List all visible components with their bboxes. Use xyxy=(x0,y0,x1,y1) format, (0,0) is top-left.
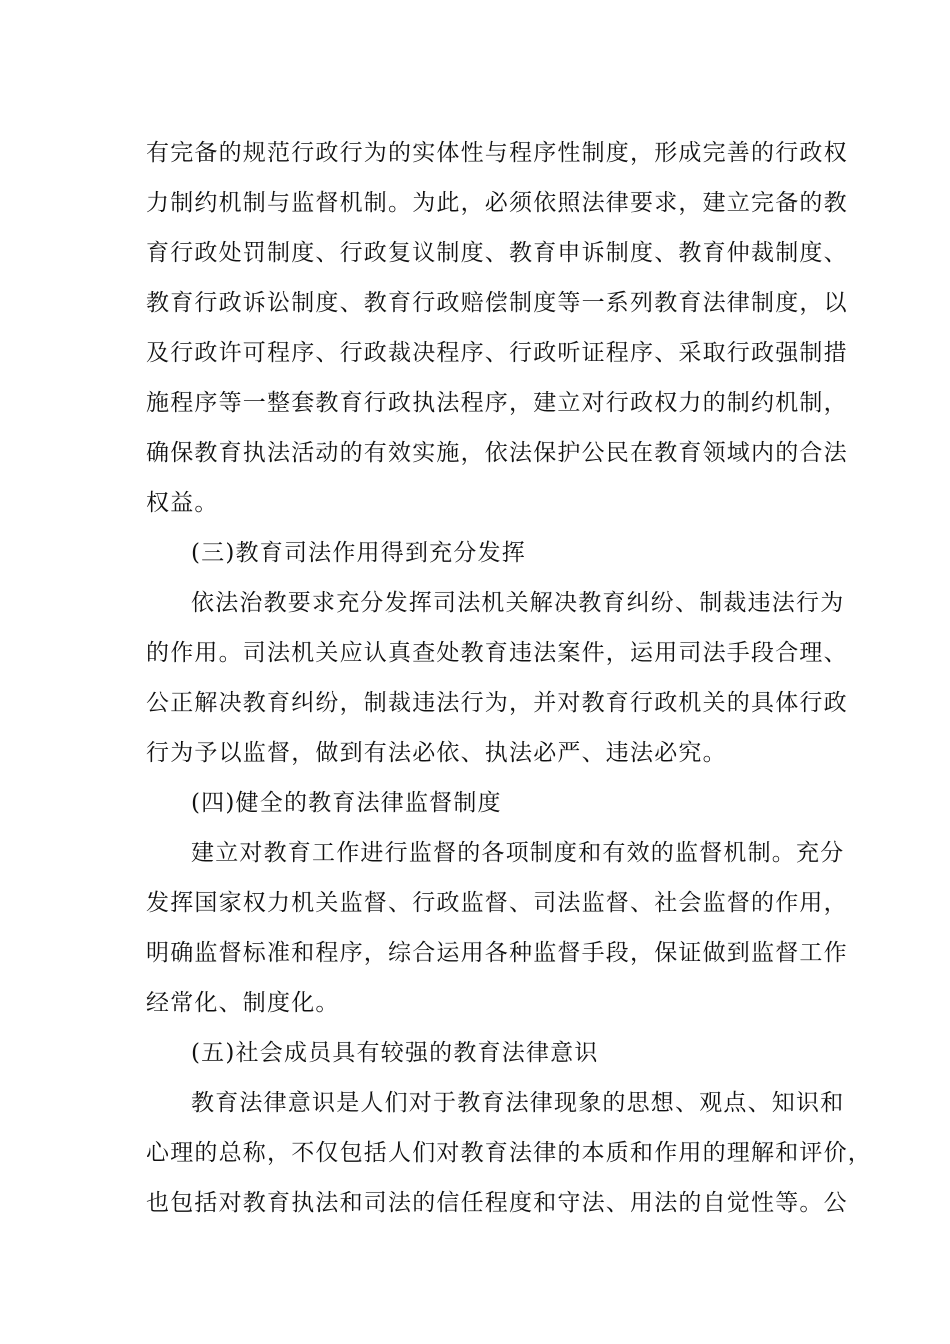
paragraph-line: 依法治教要求充分发挥司法机关解决教育纠纷、制裁违法行为 xyxy=(191,590,845,616)
paragraph-line: 建立对教育工作进行监督的各项制度和有效的监督机制。充分 xyxy=(191,840,845,866)
paragraph-line: 经常化、制度化。 xyxy=(146,990,340,1016)
paragraph-line: 力制约机制与监督机制。为此，必须依照法律要求，建立完备的教 xyxy=(146,190,848,216)
paragraph-line: 公正解决教育纠纷，制裁违法行为，并对教育行政机关的具体行政 xyxy=(146,690,848,716)
paragraph-line: 有完备的规范行政行为的实体性与程序性制度，形成完善的行政权 xyxy=(146,140,848,166)
paragraph-line: 育行政处罚制度、行政复议制度、教育申诉制度、教育仲裁制度、 xyxy=(146,240,848,266)
paragraph-line: 明确监督标准和程序，综合运用各种监督手段，保证做到监督工作 xyxy=(146,940,848,966)
paragraph-line: 的作用。司法机关应认真查处教育违法案件，运用司法手段合理、 xyxy=(146,640,848,666)
paragraph-line: 也包括对教育执法和司法的信任程度和守法、用法的自觉性等。公 xyxy=(146,1190,848,1216)
paragraph-line: 教育法律意识是人们对于教育法律现象的思想、观点、知识和 xyxy=(191,1090,845,1116)
section-heading: (四)健全的教育法律监督制度 xyxy=(191,790,502,816)
paragraph-line: 教育行政诉讼制度、教育行政赔偿制度等一系列教育法律制度，以 xyxy=(146,290,848,316)
paragraph-line: 行为予以监督，做到有法必依、执法必严、违法必究。 xyxy=(146,740,727,766)
paragraph-line: 及行政许可程序、行政裁决程序、行政听证程序、采取行政强制措 xyxy=(146,340,848,366)
paragraph-line: 确保教育执法活动的有效实施，依法保护公民在教育领域内的合法 xyxy=(146,440,848,466)
paragraph-line: 发挥国家权力机关监督、行政监督、司法监督、社会监督的作用， xyxy=(146,890,848,916)
paragraph-line: 施程序等一整套教育行政执法程序，建立对行政权力的制约机制， xyxy=(146,390,848,416)
section-heading: (三)教育司法作用得到充分发挥 xyxy=(191,540,526,566)
paragraph-line: 心理的总称，不仅包括人们对教育法律的本质和作用的理解和评价， xyxy=(146,1140,872,1166)
paragraph-line: 权益。 xyxy=(146,490,219,516)
section-heading: (五)社会成员具有较强的教育法律意识 xyxy=(191,1040,599,1066)
